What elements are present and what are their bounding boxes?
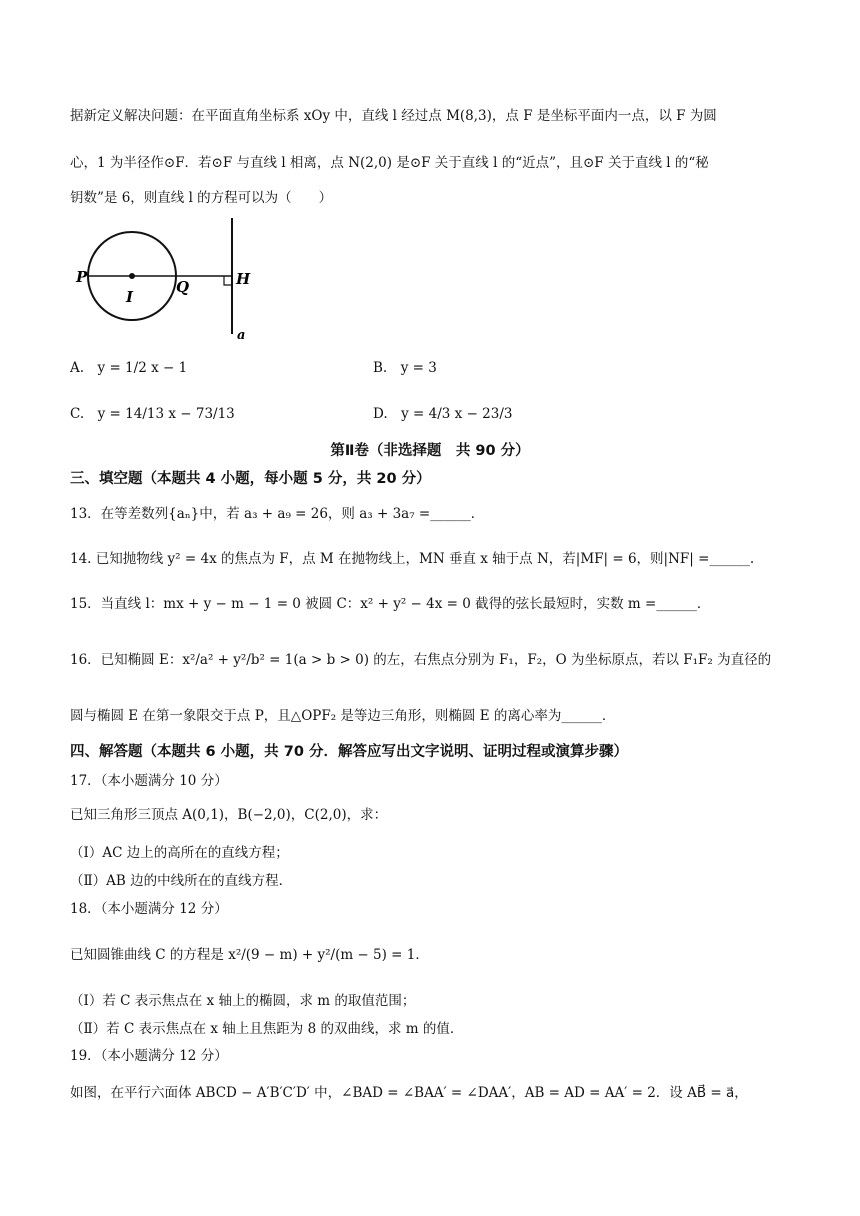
question-18-part2: （Ⅱ）若 C 表示焦点在 x 轴上且焦距为 8 的双曲线，求 m 的值． — [70, 1021, 464, 1037]
option-b: B. y = 3 — [373, 360, 437, 376]
question-17-part1: （Ⅰ）AC 边上的高所在的直线方程； — [70, 845, 289, 861]
problem12-line3: 钥数”是 6，则直线 l 的方程可以为（ ） — [70, 190, 333, 206]
question-17-part2: （Ⅱ）AB 边的中线所在的直线方程． — [70, 873, 293, 889]
part2-title: 第Ⅱ卷（非选择题 共 90 分） — [330, 443, 530, 459]
question-13: 13．在等差数列{aₙ}中，若 a₃ + a₉ = 26，则 a₃ + 3a₇ =______． — [70, 506, 485, 522]
question-17-title: 17．（本小题满分 10 分） — [70, 773, 228, 789]
circle-line-figure — [70, 216, 260, 346]
question-18-title: 18．（本小题满分 12 分） — [70, 901, 228, 917]
question-19-title: 19．（本小题满分 12 分） — [70, 1048, 228, 1064]
question-18-stem: 已知圆锥曲线 C 的方程是 x²/(9 − m) + y²/(m − 5) = 1． — [70, 947, 429, 963]
question-18-part1: （Ⅰ）若 C 表示焦点在 x 轴上的椭圆，求 m 的取值范围； — [70, 993, 416, 1009]
section3-heading: 三、填空题（本题共 4 小题，每小题 5 分，共 20 分） — [70, 471, 431, 487]
label-i: I — [126, 288, 134, 306]
question-17-stem: 已知三角形三顶点 A(0,1)，B(−2,0)，C(2,0)，求： — [70, 807, 388, 823]
right-angle-mark — [224, 276, 232, 285]
section4-heading: 四、解答题（本题共 6 小题，共 70 分．解答应写出文字说明、证明过程或演算步骤） — [70, 744, 628, 760]
label-p: P — [76, 268, 88, 286]
question-16-line2: 圆与椭圆 E 在第一象限交于点 P，且△OPF₂ 是等边三角形，则椭圆 E 的离心率为______． — [70, 708, 616, 724]
question-19-stem: 如图，在平行六面体 ABCD − A′B′C′D′ 中，∠BAD = ∠BAA′ = ∠DAA′，AB = AD = AA′ = 2．设 AB⃗ = a⃗， — [70, 1085, 748, 1101]
question-15: 15．当直线 l：mx + y − m − 1 = 0 被圆 C：x² + y² − 4x = 0 截得的弦长最短时，实数 m =______． — [70, 596, 711, 612]
option-c: C. y = 14/13 x − 73/13 — [70, 406, 235, 422]
problem12-line1: 据新定义解决问题：在平面直角坐标系 xOy 中，直线 l 经过点 M(8,3)，点 F 是坐标平面内一点，以 F 为圆 — [70, 108, 717, 124]
question-14: 14. 已知抛物线 y² = 4x 的焦点为 F，点 M 在抛物线上，MN 垂直 x 轴于点 N，若|MF| = 6，则|NF| =______. — [70, 551, 755, 567]
problem12-line2: 心，1 为半径作⊙F．若⊙F 与直线 l 相离，点 N(2,0) 是⊙F 关于直线 l 的“近点”，且⊙F 关于直线 l 的“秘 — [70, 155, 709, 171]
label-q: Q — [176, 278, 190, 296]
question-16-line1: 16．已知椭圆 E：x²/a² + y²/b² = 1(a > b > 0) 的左，右焦点分别为 F₁，F₂，O 为坐标原点，若以 F₁F₂ 为直径的 — [70, 652, 772, 668]
option-a: A. y = 1/2 x − 1 — [70, 360, 188, 376]
label-a: a — [237, 328, 246, 343]
label-h: H — [236, 270, 251, 288]
option-d: D. y = 4/3 x − 23/3 — [373, 406, 513, 422]
